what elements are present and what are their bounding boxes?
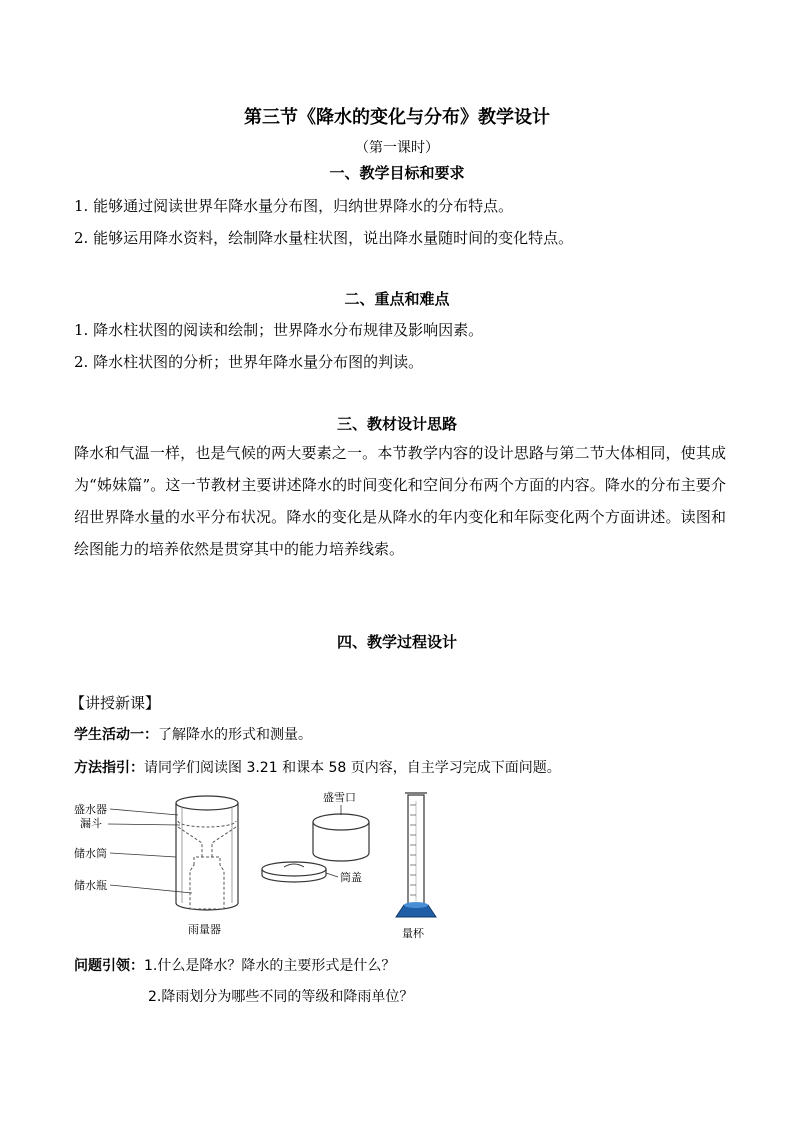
method-text: 请同学们阅读图 3.21 和课本 58 页内容，自主学习完成下面问题。 bbox=[144, 760, 561, 776]
label-funnel: 漏斗 bbox=[80, 817, 102, 830]
design-ideas-paragraph: 降水和气温一样，也是气候的两大要素之一。本节教学内容的设计思路与第二节大体相同，使其成为“姊妹篇”。这一节教材主要讲述降水的时间变化和空间分布两个方面的内容。降水的分布主要介绍世界降水量的水平分布状况。降水的变化是从降水的年内变化和年际变化两个方面讲述。读图和绘图能力的培养依然是贯穿其中的能力培养线索。 bbox=[74, 444, 726, 558]
section-heading-objectives: 一、教学目标和要求 bbox=[329, 164, 465, 182]
label-measuring-cup: 量杯 bbox=[402, 927, 424, 940]
label-collector: 盛水器 bbox=[74, 803, 107, 816]
method-guide-line bbox=[74, 757, 561, 777]
objective-item-1: 1. 能够通过阅读世界年降水量分布图，归纳世界降水的分布特点。 bbox=[74, 197, 514, 215]
method-label: 方法指引： bbox=[74, 760, 144, 776]
document-title: 第三节《降水的变化与分布》教学设计 bbox=[244, 107, 550, 128]
label-cylinder: 储水筒 bbox=[74, 847, 107, 860]
lesson-tag: 【讲授新课】 bbox=[70, 694, 161, 712]
measuring-cup-drawing bbox=[396, 793, 436, 917]
student-activity-line bbox=[74, 724, 312, 744]
key-point-item-1: 1. 降水柱状图的阅读和绘制；世界降水分布规律及影响因素。 bbox=[74, 321, 484, 339]
activity-text: 了解降水的形式和测量。 bbox=[158, 727, 312, 743]
lesson-period: （第一课时） bbox=[355, 140, 439, 156]
question-2: 2.降雨划分为哪些不同的等级和降雨单位？ bbox=[148, 989, 414, 1005]
label-rain-gauge: 雨量器 bbox=[188, 923, 221, 936]
section-heading-key-points: 二、重点和难点 bbox=[344, 290, 450, 308]
objective-item-2: 2. 能够运用降水资料，绘制降水量柱状图，说出降水量随时间的变化特点。 bbox=[74, 229, 574, 247]
question-1: 1.什么是降水？降水的主要形式是什么？ bbox=[144, 958, 396, 974]
label-snow-mouth: 盛雪口 bbox=[323, 791, 356, 804]
key-point-item-2: 2. 降水柱状图的分析；世界年降水量分布图的判读。 bbox=[74, 353, 424, 371]
question-label: 问题引领： bbox=[74, 958, 144, 974]
section-heading-design-ideas: 三、教材设计思路 bbox=[336, 415, 457, 433]
rain-gauge-drawing bbox=[176, 796, 238, 910]
rain-gauge-figure bbox=[70, 785, 490, 945]
question-line-1 bbox=[74, 955, 395, 975]
lid-drawing bbox=[262, 862, 326, 882]
section-heading-process: 四、教学过程设计 bbox=[336, 633, 457, 651]
label-lid: 筒盖 bbox=[340, 871, 362, 884]
label-bottle: 储水瓶 bbox=[74, 879, 107, 892]
snow-collector-drawing bbox=[313, 814, 369, 861]
activity-label: 学生活动一： bbox=[74, 727, 158, 743]
